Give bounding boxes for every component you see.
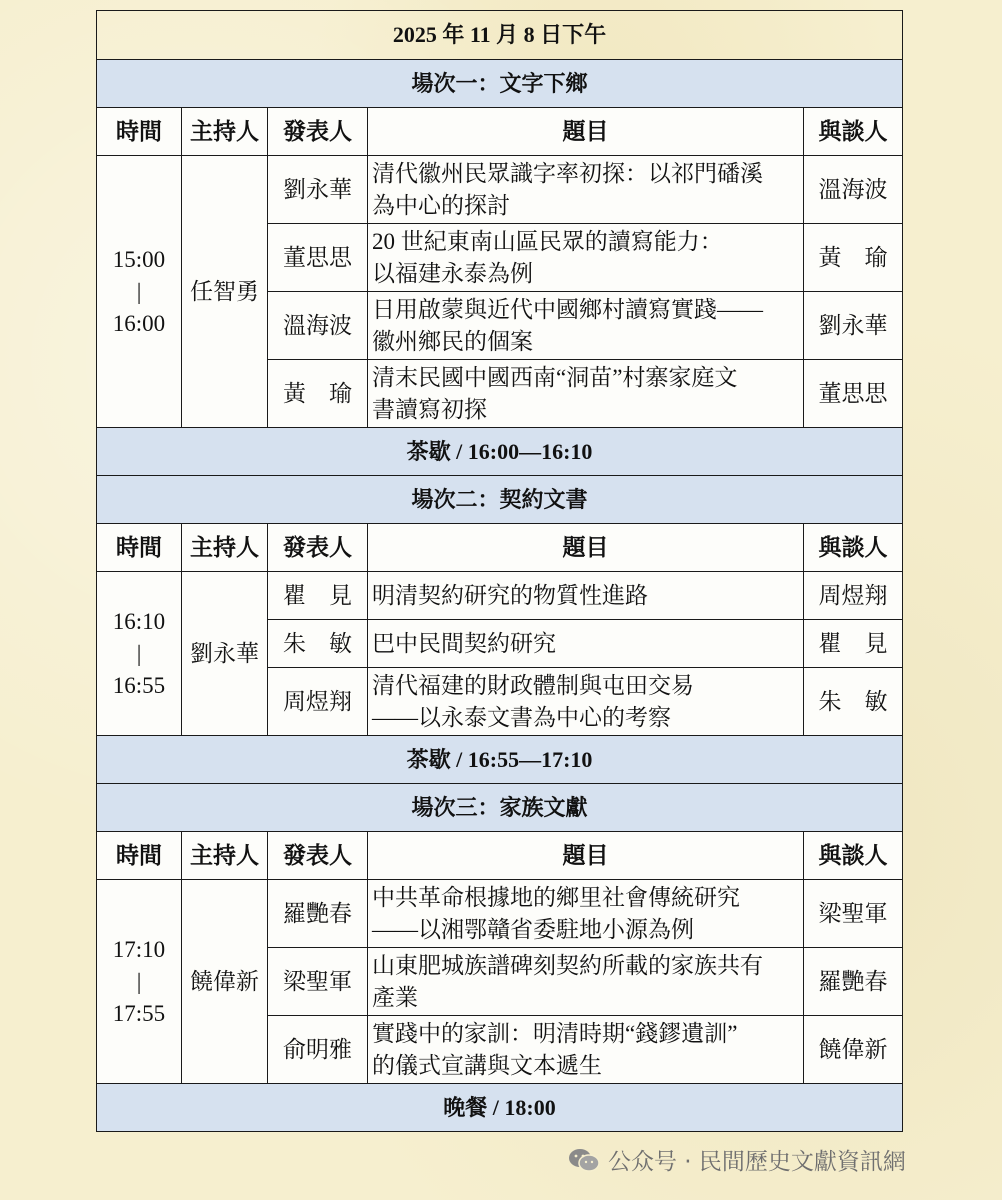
session-title: 場次三：家族文獻 (97, 784, 903, 832)
table-row (97, 572, 903, 620)
discussant-cell: 溫海波 (804, 156, 903, 224)
time-start: 16:10 (112, 608, 166, 634)
session-row (97, 476, 903, 524)
time-cell (97, 156, 182, 428)
discussant-cell: 黃 瑜 (804, 224, 903, 292)
watermark-text: 公众号 · 民間歷史文獻資訊網 (608, 1149, 906, 1175)
header-host: 主持人 (182, 832, 268, 880)
discussant-cell: 梁聖軍 (804, 880, 903, 948)
table-row (97, 156, 903, 224)
discussant-cell: 羅艷春 (804, 948, 903, 1016)
presenter-cell: 羅艷春 (268, 880, 368, 948)
host-cell: 饒偉新 (182, 880, 268, 1084)
title-line: 徽州鄉民的個案 (372, 328, 533, 354)
table-row (97, 880, 903, 948)
title-cell (368, 620, 804, 668)
date-header: 2025 年 11 月 8 日下午 (97, 11, 903, 60)
dinner-row (97, 1084, 903, 1132)
header-title: 題目 (368, 524, 804, 572)
title-cell (368, 292, 804, 360)
title-line: ——以湘鄂贛省委駐地小源為例 (372, 916, 694, 942)
time-start: 15:00 (112, 246, 166, 272)
header-host: 主持人 (182, 524, 268, 572)
column-header-row (97, 108, 903, 156)
title-cell (368, 1016, 804, 1084)
presenter-cell: 黃 瑜 (268, 360, 368, 428)
session-title: 場次二：契約文書 (97, 476, 903, 524)
time-end: 16:00 (112, 310, 166, 336)
header-time: 時間 (97, 524, 182, 572)
title-cell (368, 360, 804, 428)
header-time: 時間 (97, 832, 182, 880)
session-row (97, 784, 903, 832)
break-label: 茶歇 / 16:00—16:10 (97, 428, 903, 476)
title-cell (368, 156, 804, 224)
header-presenter: 發表人 (268, 108, 368, 156)
presenter-cell: 梁聖軍 (268, 948, 368, 1016)
presenter-cell: 周煜翔 (268, 668, 368, 736)
title-line: 日用啟蒙與近代中國鄉村讀寫實踐—— (372, 296, 763, 322)
title-line: 以福建永泰為例 (372, 260, 533, 286)
title-line: 山東肥城族譜碑刻契約所載的家族共有 (372, 952, 763, 978)
header-host: 主持人 (182, 108, 268, 156)
column-header-row (97, 524, 903, 572)
date-row (97, 11, 903, 60)
title-cell (368, 948, 804, 1016)
title-line: 清代徽州民眾識字率初探：以祁門磻溪 (372, 160, 763, 186)
host-cell: 劉永華 (182, 572, 268, 736)
column-header-row (97, 832, 903, 880)
time-start: 17:10 (112, 936, 166, 962)
title-line: 清代福建的財政體制與屯田交易 (372, 672, 694, 698)
break-row (97, 428, 903, 476)
discussant-cell: 周煜翔 (804, 572, 903, 620)
title-line: 明清契約研究的物質性進路 (372, 582, 648, 608)
title-line: 為中心的探討 (372, 192, 510, 218)
header-discussant: 與談人 (804, 524, 903, 572)
title-line: ——以永泰文書為中心的考察 (372, 704, 671, 730)
presenter-cell: 朱 敏 (268, 620, 368, 668)
title-line: 巴中民間契約研究 (372, 630, 556, 656)
header-title: 題目 (368, 832, 804, 880)
time-cell (97, 572, 182, 736)
title-line: 實踐中的家訓：明清時期“錢鏐遺訓” (372, 1020, 738, 1046)
time-separator: | (136, 640, 142, 666)
break-row (97, 736, 903, 784)
title-line: 中共革命根據地的鄉里社會傳統研究 (372, 884, 740, 910)
discussant-cell: 朱 敏 (804, 668, 903, 736)
header-title: 題目 (368, 108, 804, 156)
presenter-cell: 董思思 (268, 224, 368, 292)
wechat-icon (568, 1147, 600, 1173)
discussant-cell: 董思思 (804, 360, 903, 428)
title-cell (368, 880, 804, 948)
time-end: 17:55 (112, 1000, 166, 1026)
presenter-cell: 俞明雅 (268, 1016, 368, 1084)
presenter-cell: 瞿 見 (268, 572, 368, 620)
time-end: 16:55 (112, 672, 166, 698)
header-discussant: 與談人 (804, 832, 903, 880)
title-cell (368, 572, 804, 620)
title-line: 的儀式宣講與文本遞生 (372, 1052, 602, 1078)
header-presenter: 發表人 (268, 524, 368, 572)
title-line: 產業 (372, 984, 418, 1010)
dinner-label: 晚餐 / 18:00 (97, 1084, 903, 1132)
presenter-cell: 溫海波 (268, 292, 368, 360)
title-cell (368, 668, 804, 736)
host-cell: 任智勇 (182, 156, 268, 428)
title-line: 書讀寫初探 (372, 396, 487, 422)
break-label: 茶歇 / 16:55—17:10 (97, 736, 903, 784)
header-discussant: 與談人 (804, 108, 903, 156)
discussant-cell: 瞿 見 (804, 620, 903, 668)
discussant-cell: 劉永華 (804, 292, 903, 360)
session-row (97, 60, 903, 108)
session-title: 場次一：文字下鄉 (97, 60, 903, 108)
time-cell (97, 880, 182, 1084)
header-presenter: 發表人 (268, 832, 368, 880)
discussant-cell: 饒偉新 (804, 1016, 903, 1084)
watermark (568, 1143, 906, 1176)
title-line: 清末民國中國西南“洞苗”村寨家庭文 (372, 364, 738, 390)
schedule-table (96, 10, 903, 1132)
title-line: 20 世紀東南山區民眾的讀寫能力： (372, 228, 723, 254)
header-time: 時間 (97, 108, 182, 156)
time-separator: | (136, 278, 142, 304)
title-cell (368, 224, 804, 292)
time-separator: | (136, 968, 142, 994)
presenter-cell: 劉永華 (268, 156, 368, 224)
